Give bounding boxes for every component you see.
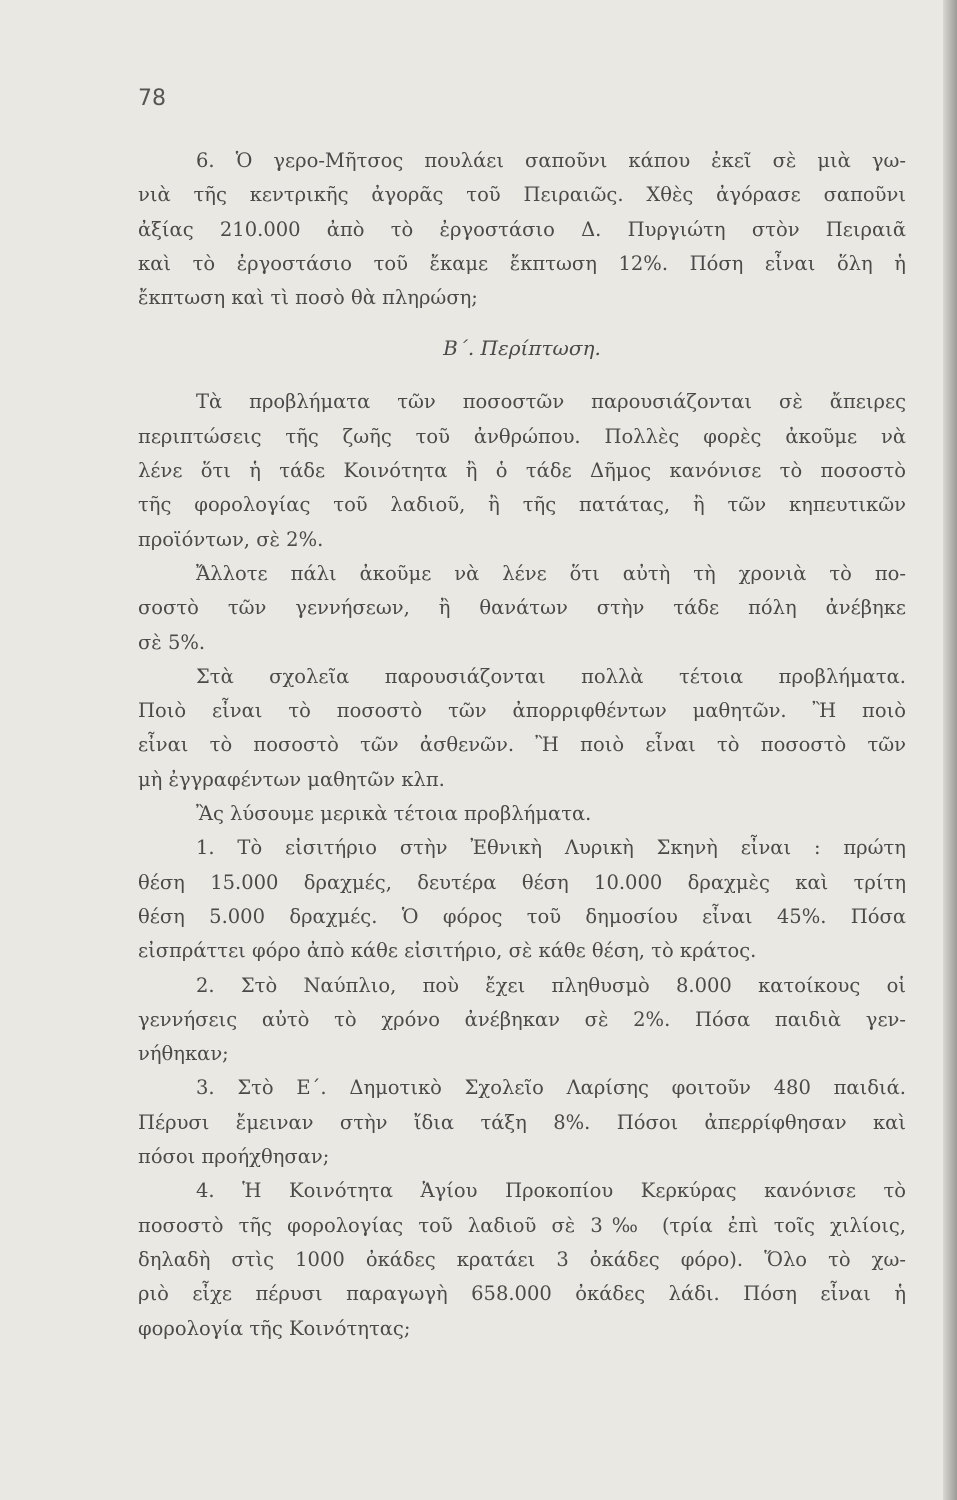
solve-paragraph <box>138 797 906 831</box>
text-line: εἰσπράττει φόρο ἀπὸ κάθε εἰσιτήριο, σὲ κάθε θέση, τὸ κράτος. <box>138 939 757 963</box>
text-line: 2. Στὸ Ναύπλιο, ποὺ ἔχει πληθυσμὸ 8.000 κατοίκους οἱ <box>196 973 906 997</box>
text-line: Ἄλλοτε πάλι ἀκοῦμε νὰ λένε ὅτι αὐτὴ τὴ χρονιὰ τὸ πο- <box>196 561 906 585</box>
text-line: σὲ 5%. <box>138 630 206 654</box>
text-line: 1. Τὸ εἰσιτήριο στὴν Ἐθνικὴ Λυρικὴ Σκηνὴ εἶναι : πρώτη <box>196 836 906 860</box>
text-line: Τὰ προβλήματα τῶν ποσοστῶν παρουσιάζονται σὲ ἄπειρες <box>196 390 906 414</box>
text-line: μὴ ἐγγραφέντων μαθητῶν κλπ. <box>138 767 445 791</box>
problem-2 <box>138 969 906 1072</box>
text-line: 4. Ἡ Κοινότητα Ἁγίου Προκοπίου Κερκύρας κανόνισε τὸ <box>196 1179 906 1203</box>
text-line: περιπτώσεις τῆς ζωῆς τοῦ ἀνθρώπου. Πολλὲς φορὲς ἀκοῦμε νὰ <box>138 424 906 448</box>
page-number: 78 <box>138 86 166 111</box>
problem-4 <box>138 1174 906 1345</box>
text-line: ἀξίας 210.000 ἀπὸ τὸ ἐργοστάσιο Δ. Πυργιώτη στὸν Πειραιᾶ <box>138 217 906 241</box>
section-heading: Β΄. Περίπτωση. <box>443 336 601 361</box>
text-line: τῆς φορολογίας τοῦ λαδιοῦ, ἢ τῆς πατάτας, ἢ τῶν κηπευτικῶν <box>138 493 906 517</box>
page-edge-shadow <box>943 0 957 1500</box>
text-line: ριὸ εἶχε πέρυσι παραγωγὴ 658.000 ὀκάδες λάδι. Πόση εἶναι ἡ <box>138 1282 906 1306</box>
text-line: 6. Ὁ γερο-Μῆτσος πουλάει σαποῦνι κάπου ἐκεῖ σὲ μιὰ γω- <box>196 149 906 172</box>
text-line: γεννήσεις αὐτὸ τὸ χρόνο ἀνέβηκαν σὲ 2%. Πόσα παιδιὰ γεν- <box>138 1007 906 1031</box>
text-line: λένε ὅτι ἡ τάδε Κοινότητα ἢ ὁ τάδε Δῆμος κανόνισε τὸ ποσοστὸ <box>138 459 906 483</box>
text-line: προϊόντων, σὲ 2%. <box>138 527 324 551</box>
text-line: εἶναι τὸ ποσοστὸ τῶν ἀσθενῶν. Ἢ ποιὸ εἶναι τὸ ποσοστὸ τῶν <box>138 733 906 757</box>
text-line: ἔκπτωση καὶ τὶ ποσὸ θὰ πληρώση; <box>138 286 478 310</box>
text-line: Στὰ σχολεῖα παρουσιάζονται πολλὰ τέτοια προβλήματα. <box>196 664 906 688</box>
schools-paragraph <box>138 660 906 797</box>
text-line: Ἂς λύσουμε μερικὰ τέτοια προβλήματα. <box>196 802 592 826</box>
text-line: καὶ τὸ ἐργοστάσιο τοῦ ἔκαμε ἔκπτωση 12%. Πόση εἶναι ὅλη ἡ <box>138 251 906 275</box>
text-line: θέση 5.000 δραχμές. Ὁ φόρος τοῦ δημοσίου εἶναι 45%. Πόσα <box>138 904 906 928</box>
other-paragraph <box>138 557 906 660</box>
text-line: Ποιὸ εἶναι τὸ ποσοστὸ τῶν ἀπορριφθέντων μαθητῶν. Ἢ ποιὸ <box>138 699 906 723</box>
intro-paragraph <box>138 385 906 556</box>
text-line: Πέρυσι ἔμειναν στὴν ἴδια τάξη 8%. Πόσοι ἀπερρίφθησαν καὶ <box>138 1110 906 1134</box>
text-line: νήθηκαν; <box>138 1042 229 1066</box>
text-line: 3. Στὸ Ε΄. Δημοτικὸ Σχολεῖο Λαρίσης φοιτοῦν 480 παιδιά. <box>196 1076 906 1100</box>
text-line: θέση 15.000 δραχμές, δευτέρα θέση 10.000 δραχμὲς καὶ τρίτη <box>138 870 906 894</box>
text-line: σοστὸ τῶν γεννήσεων, ἢ θανάτων στὴν τάδε πόλη ἀνέβηκε <box>138 596 906 620</box>
text-line: δηλαδὴ στὶς 1000 ὀκάδες κρατάει 3 ὀκάδες φόρο). Ὅλο τὸ χω- <box>138 1247 906 1271</box>
page-text <box>138 144 906 1346</box>
problem-3 <box>138 1071 906 1174</box>
text-line: ποσοστὸ τῆς φορολογίας τοῦ λαδιοῦ σὲ 3‰ (τρία ἐπὶ τοῖς χιλίοις, <box>138 1213 906 1237</box>
text-line: πόσοι προήχθησαν; <box>138 1145 330 1169</box>
text-line: φορολογία τῆς Κοινότητας; <box>138 1316 411 1340</box>
problem-6 <box>138 144 906 315</box>
problem-1 <box>138 831 906 968</box>
text-line: νιὰ τῆς κεντρικῆς ἀγορᾶς τοῦ Πειραιῶς. Χθὲς ἀγόρασε σαποῦνι <box>138 183 906 207</box>
